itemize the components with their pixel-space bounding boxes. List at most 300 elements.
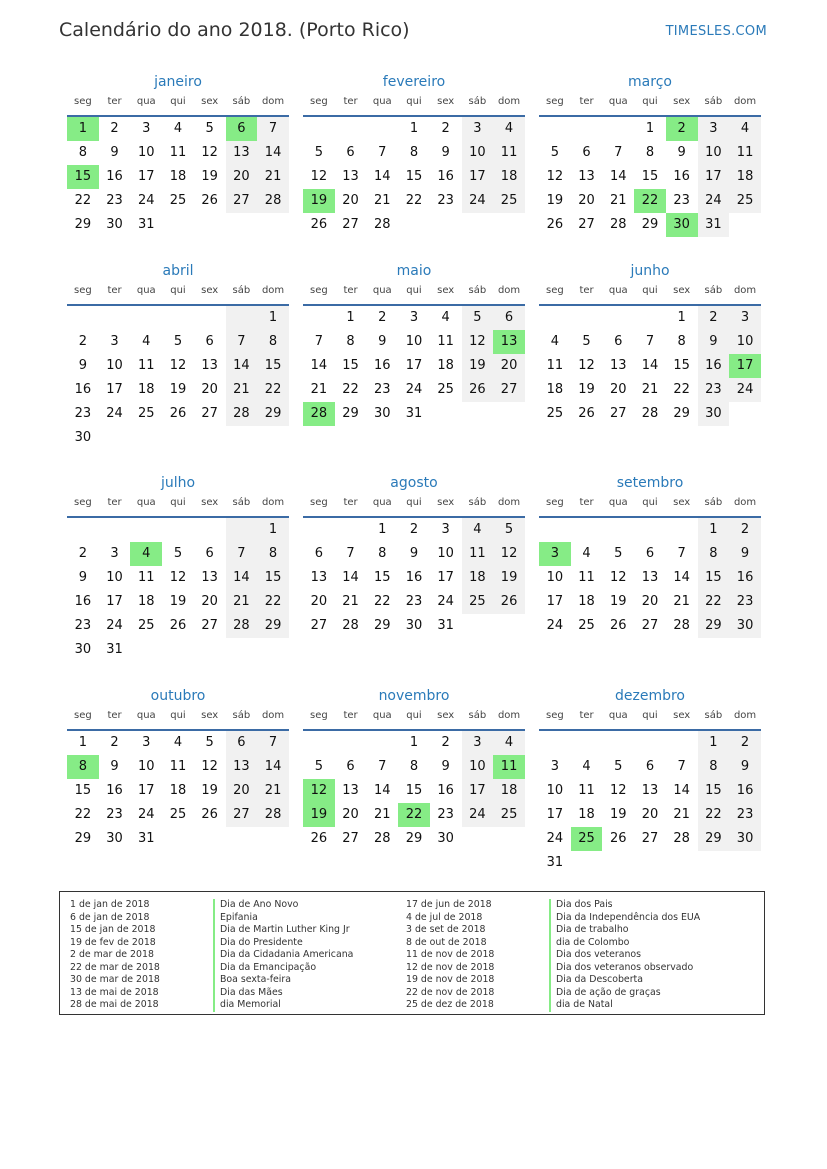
day-cell: 7 <box>346 546 355 561</box>
day-cell: 17 <box>405 358 423 373</box>
day-cell: 6 <box>346 759 355 774</box>
weekday-label: ter <box>579 96 594 107</box>
week-row <box>67 117 289 141</box>
weekday-label: sex <box>673 710 691 721</box>
day-cell: 17 <box>437 570 454 585</box>
day-cell: 12 <box>310 169 328 184</box>
day-cell: 25 <box>462 590 494 614</box>
day-cell: 11 <box>578 783 595 798</box>
day-cell: 3 <box>462 731 494 755</box>
week-row <box>539 117 761 141</box>
day-cell: 4 <box>462 518 494 542</box>
empty-cell <box>539 306 571 330</box>
day-cell: 19 <box>462 354 494 378</box>
day-cell: 28 <box>226 402 258 426</box>
day-cell: 9 <box>409 546 419 561</box>
day-cell: 23 <box>673 193 690 208</box>
weekday-label: ter <box>343 96 358 107</box>
day-cell: 26 <box>169 618 187 633</box>
weekday-label: dom <box>261 285 285 296</box>
legend-holiday-name: dia de Colombo <box>549 937 700 950</box>
legend-date: 19 de nov de 2018 <box>406 974 495 985</box>
weekday-label: seg <box>73 96 92 107</box>
day-cell: 8 <box>346 334 355 349</box>
month-name: maio <box>396 263 432 279</box>
day-cell: 23 <box>437 807 454 822</box>
day-cell: 5 <box>493 518 525 542</box>
legend-date: 4 de jul de 2018 <box>406 911 483 923</box>
holiday-day-cell: 6 <box>226 117 258 141</box>
legend-dates-right <box>406 899 494 1012</box>
day-cell: 19 <box>169 594 187 609</box>
day-cell: 17 <box>106 382 123 397</box>
legend-names-right <box>549 899 700 1012</box>
day-cell: 23 <box>437 193 454 208</box>
day-cell: 20 <box>609 382 627 397</box>
month-name: novembro <box>378 688 450 704</box>
week-row <box>539 803 761 827</box>
week-row <box>303 141 525 165</box>
week-row <box>303 614 525 638</box>
week-row <box>539 755 761 779</box>
week-row <box>303 330 525 354</box>
month-name: setembro <box>616 475 684 491</box>
month-julho <box>67 473 289 662</box>
day-cell: 27 <box>342 217 359 232</box>
day-cell: 5 <box>205 121 214 136</box>
empty-cell <box>602 117 634 141</box>
empty-cell <box>99 518 131 542</box>
day-cell: 10 <box>462 755 494 779</box>
weekday-label: qui <box>170 497 186 508</box>
weekday-header <box>67 281 289 306</box>
day-cell: 15 <box>698 779 730 803</box>
day-cell: 29 <box>257 614 289 638</box>
day-cell: 21 <box>257 165 289 189</box>
week-row <box>539 165 761 189</box>
day-cell: 11 <box>729 141 761 165</box>
weekday-label: sáb <box>468 285 487 296</box>
month-outubro <box>67 686 289 851</box>
day-cell: 28 <box>257 189 289 213</box>
day-cell: 27 <box>201 618 218 633</box>
day-cell: 26 <box>609 831 627 846</box>
legend-date: 15 de jan de 2018 <box>70 924 156 935</box>
day-cell: 7 <box>645 334 655 349</box>
day-cell: 30 <box>373 406 391 421</box>
day-cell: 17 <box>698 165 730 189</box>
day-cell: 30 <box>74 642 92 657</box>
legend-holiday-name: dia de Natal <box>549 999 700 1012</box>
month-name: agosto <box>390 475 438 491</box>
day-cell: 2 <box>78 334 87 349</box>
day-cell: 27 <box>226 189 258 213</box>
day-cell: 14 <box>310 358 328 373</box>
weekday-label: dom <box>497 497 521 508</box>
day-cell: 19 <box>169 382 187 397</box>
day-cell: 12 <box>609 783 627 798</box>
day-cell: 8 <box>257 330 289 354</box>
day-cell: 3 <box>441 522 450 537</box>
legend-date: 25 de dez de 2018 <box>406 999 494 1010</box>
day-cell: 27 <box>310 618 328 633</box>
empty-cell <box>634 731 666 755</box>
week-row <box>539 330 761 354</box>
empty-cell <box>130 426 162 450</box>
empty-cell <box>539 731 571 755</box>
day-cell: 6 <box>582 145 591 160</box>
empty-cell <box>539 117 571 141</box>
day-cell: 16 <box>729 779 761 803</box>
day-cell: 11 <box>169 145 187 160</box>
empty-cell <box>571 518 603 542</box>
empty-cell <box>602 306 634 330</box>
day-cell: 26 <box>493 590 525 614</box>
empty-cell <box>194 213 226 237</box>
weekday-header <box>303 493 525 518</box>
day-cell: 22 <box>257 378 289 402</box>
day-cell: 2 <box>110 121 119 136</box>
day-cell: 6 <box>314 546 323 561</box>
day-cell: 10 <box>106 570 123 585</box>
legend-holiday-name: Dia das Mães <box>213 987 353 1000</box>
week-row <box>67 330 289 354</box>
day-cell: 9 <box>441 145 450 160</box>
day-cell: 23 <box>106 193 123 208</box>
week-row <box>539 189 761 213</box>
day-cell: 7 <box>614 145 623 160</box>
day-cell: 9 <box>78 358 87 373</box>
week-row <box>67 755 289 779</box>
day-cell: 31 <box>106 642 123 657</box>
empty-cell <box>493 402 525 426</box>
legend-holiday-name: Dia de trabalho <box>549 924 700 937</box>
day-cell: 19 <box>201 169 218 184</box>
weekday-label: qui <box>170 96 186 107</box>
day-cell: 22 <box>698 803 730 827</box>
weekday-label: seg <box>545 285 564 296</box>
day-cell: 18 <box>169 783 187 798</box>
day-cell: 5 <box>173 334 183 349</box>
empty-cell <box>99 306 131 330</box>
day-cell: 18 <box>137 594 155 609</box>
empty-cell <box>257 426 289 450</box>
empty-cell <box>571 306 603 330</box>
empty-cell <box>67 518 99 542</box>
week-row <box>303 731 525 755</box>
month-agosto <box>303 473 525 638</box>
day-cell: 17 <box>462 779 494 803</box>
day-cell: 13 <box>342 783 359 798</box>
day-cell: 25 <box>546 406 564 421</box>
day-cell: 9 <box>698 330 730 354</box>
week-row <box>539 566 761 590</box>
day-cell: 2 <box>110 735 119 750</box>
day-cell: 11 <box>169 759 187 774</box>
day-cell: 21 <box>226 590 258 614</box>
day-cell: 11 <box>578 570 595 585</box>
day-cell: 7 <box>677 759 686 774</box>
day-cell: 16 <box>729 566 761 590</box>
day-cell: 15 <box>698 566 730 590</box>
day-cell: 29 <box>405 831 423 846</box>
day-cell: 24 <box>106 618 123 633</box>
week-row <box>539 614 761 638</box>
day-cell: 20 <box>342 807 359 822</box>
day-cell: 3 <box>729 306 761 330</box>
day-cell: 2 <box>729 731 761 755</box>
weekday-label: qui <box>642 96 658 107</box>
weekday-label: qua <box>608 96 628 107</box>
day-cell: 13 <box>609 358 627 373</box>
day-cell: 26 <box>310 217 328 232</box>
day-cell: 24 <box>546 831 564 846</box>
weekday-header <box>67 706 289 731</box>
day-cell: 20 <box>201 594 218 609</box>
day-cell: 23 <box>729 590 761 614</box>
day-cell: 1 <box>257 306 289 330</box>
day-cell: 24 <box>137 807 155 822</box>
weekday-label: sex <box>201 285 219 296</box>
day-cell: 28 <box>226 614 258 638</box>
legend-holiday-name: Dia do Presidente <box>213 937 353 950</box>
day-cell: 10 <box>405 334 423 349</box>
weekday-label: sex <box>437 285 455 296</box>
day-cell: 30 <box>698 402 730 426</box>
empty-cell <box>366 117 398 141</box>
day-cell: 13 <box>641 570 659 585</box>
week-row <box>303 779 525 803</box>
week-row <box>539 731 761 755</box>
day-cell: 4 <box>173 121 183 136</box>
empty-cell <box>571 851 603 875</box>
holiday-day-cell: 12 <box>303 779 335 803</box>
month-name: junho <box>630 263 670 279</box>
day-cell: 17 <box>137 169 155 184</box>
holiday-day-cell: 3 <box>539 542 571 566</box>
empty-cell <box>194 426 226 450</box>
day-cell: 4 <box>729 117 761 141</box>
empty-cell <box>226 426 258 450</box>
day-cell: 14 <box>226 566 258 590</box>
day-cell: 21 <box>310 382 328 397</box>
day-cell: 6 <box>614 334 623 349</box>
weekday-label: ter <box>579 285 594 296</box>
day-cell: 8 <box>78 145 87 160</box>
day-cell: 12 <box>546 169 564 184</box>
day-cell: 17 <box>546 594 564 609</box>
week-row <box>67 542 289 566</box>
empty-cell <box>571 117 603 141</box>
weekday-label: sáb <box>232 710 251 721</box>
day-cell: 28 <box>673 831 690 846</box>
week-row <box>67 614 289 638</box>
day-cell: 12 <box>578 358 595 373</box>
weekday-label: sáb <box>704 497 723 508</box>
legend-date: 11 de nov de 2018 <box>406 949 495 960</box>
empty-cell <box>194 638 226 662</box>
day-cell: 9 <box>378 334 387 349</box>
day-cell: 16 <box>74 594 92 609</box>
empty-cell <box>162 638 194 662</box>
day-cell: 27 <box>342 831 359 846</box>
day-cell: 9 <box>78 570 87 585</box>
weekday-label: seg <box>545 497 564 508</box>
empty-cell <box>698 851 730 875</box>
weekday-label: dom <box>733 285 757 296</box>
month-junho <box>539 261 761 426</box>
weekday-label: sex <box>673 285 691 296</box>
empty-cell <box>130 306 162 330</box>
day-cell: 8 <box>378 546 387 561</box>
day-cell: 7 <box>378 759 387 774</box>
month-name: fevereiro <box>382 74 446 90</box>
week-row <box>539 378 761 402</box>
holiday-day-cell: 15 <box>67 165 99 189</box>
empty-cell <box>99 426 131 450</box>
week-row <box>303 755 525 779</box>
week-row <box>303 590 525 614</box>
day-cell: 16 <box>106 783 123 798</box>
empty-cell <box>366 731 398 755</box>
weekday-label: sex <box>673 96 691 107</box>
day-cell: 19 <box>493 566 525 590</box>
day-cell: 8 <box>645 145 655 160</box>
weekday-label: seg <box>309 285 328 296</box>
weekday-label: sex <box>437 96 455 107</box>
week-row <box>67 378 289 402</box>
day-cell: 26 <box>609 618 627 633</box>
day-cell: 19 <box>578 382 595 397</box>
day-cell: 18 <box>493 779 525 803</box>
day-cell: 28 <box>641 406 659 421</box>
day-cell: 28 <box>373 217 391 232</box>
day-cell: 3 <box>409 310 419 325</box>
empty-cell <box>257 827 289 851</box>
weekday-label: sáb <box>704 285 723 296</box>
legend-date: 22 de mar de 2018 <box>70 961 160 973</box>
weekday-label: qui <box>406 497 422 508</box>
day-cell: 6 <box>205 334 214 349</box>
month-name: outubro <box>150 688 206 704</box>
day-cell: 9 <box>110 759 119 774</box>
weekday-header <box>303 281 525 306</box>
weekday-label: sáb <box>468 497 487 508</box>
week-row <box>67 402 289 426</box>
day-cell: 30 <box>729 614 761 638</box>
day-cell: 8 <box>409 759 419 774</box>
legend-holiday-name: Dia de Ano Novo <box>213 899 353 912</box>
day-cell: 7 <box>257 731 289 755</box>
day-cell: 14 <box>373 169 391 184</box>
day-cell: 24 <box>462 803 494 827</box>
month-março <box>539 72 761 237</box>
day-cell: 11 <box>462 542 494 566</box>
day-cell: 4 <box>142 334 151 349</box>
day-cell: 28 <box>673 618 690 633</box>
week-row <box>303 566 525 590</box>
weekday-label: ter <box>107 497 122 508</box>
month-novembro <box>303 686 525 851</box>
weekday-label: qua <box>372 710 392 721</box>
day-cell: 26 <box>310 831 328 846</box>
day-cell: 7 <box>314 334 323 349</box>
day-cell: 27 <box>201 406 218 421</box>
day-cell: 13 <box>201 358 218 373</box>
weekday-header <box>67 92 289 117</box>
day-cell: 10 <box>729 330 761 354</box>
day-cell: 14 <box>609 169 627 184</box>
day-cell: 15 <box>257 354 289 378</box>
day-cell: 11 <box>437 334 454 349</box>
page-title: Calendário do ano 2018. (Porto Rico) <box>59 19 410 41</box>
day-cell: 14 <box>673 570 690 585</box>
legend-dates-left <box>70 899 160 1012</box>
week-row <box>303 354 525 378</box>
day-cell: 5 <box>314 759 323 774</box>
weekday-label: qui <box>406 96 422 107</box>
holiday-day-cell: 28 <box>303 402 335 426</box>
day-cell: 13 <box>342 169 359 184</box>
month-dezembro <box>539 686 761 875</box>
day-cell: 7 <box>226 542 258 566</box>
week-row <box>539 402 761 426</box>
day-cell: 6 <box>346 145 355 160</box>
day-cell: 18 <box>437 358 454 373</box>
day-cell: 3 <box>698 117 730 141</box>
day-cell: 7 <box>677 546 686 561</box>
day-cell: 3 <box>462 117 494 141</box>
legend-date: 22 de nov de 2018 <box>406 986 495 998</box>
day-cell: 15 <box>373 570 391 585</box>
empty-cell <box>130 638 162 662</box>
day-cell: 16 <box>673 169 690 184</box>
day-cell: 4 <box>441 310 450 325</box>
legend-date: 30 de mar de 2018 <box>70 974 160 985</box>
day-cell: 11 <box>137 570 155 585</box>
holiday-day-cell: 8 <box>67 755 99 779</box>
weekday-label: qui <box>406 285 422 296</box>
day-cell: 7 <box>257 117 289 141</box>
weekday-label: ter <box>343 285 358 296</box>
day-cell: 1 <box>378 522 387 537</box>
weekday-label: qui <box>642 285 658 296</box>
empty-cell <box>602 731 634 755</box>
day-cell: 8 <box>409 145 419 160</box>
holiday-day-cell: 11 <box>493 755 525 779</box>
weekday-label: dom <box>261 497 285 508</box>
empty-cell <box>634 306 666 330</box>
week-row <box>67 731 289 755</box>
day-cell: 30 <box>437 831 454 846</box>
week-row <box>539 141 761 165</box>
day-cell: 25 <box>437 382 454 397</box>
week-row <box>303 803 525 827</box>
week-row <box>303 306 525 330</box>
day-cell: 13 <box>201 570 218 585</box>
day-cell: 29 <box>698 827 730 851</box>
day-cell: 13 <box>310 570 328 585</box>
day-cell: 21 <box>641 382 659 397</box>
day-cell: 6 <box>645 759 655 774</box>
legend-date: 12 de nov de 2018 <box>406 961 495 973</box>
day-cell: 21 <box>373 193 391 208</box>
brand-link[interactable]: TIMESLES.COM <box>665 24 767 39</box>
day-cell: 21 <box>609 193 627 208</box>
empty-cell <box>303 731 335 755</box>
weekday-label: sáb <box>468 710 487 721</box>
day-cell: 11 <box>493 141 525 165</box>
